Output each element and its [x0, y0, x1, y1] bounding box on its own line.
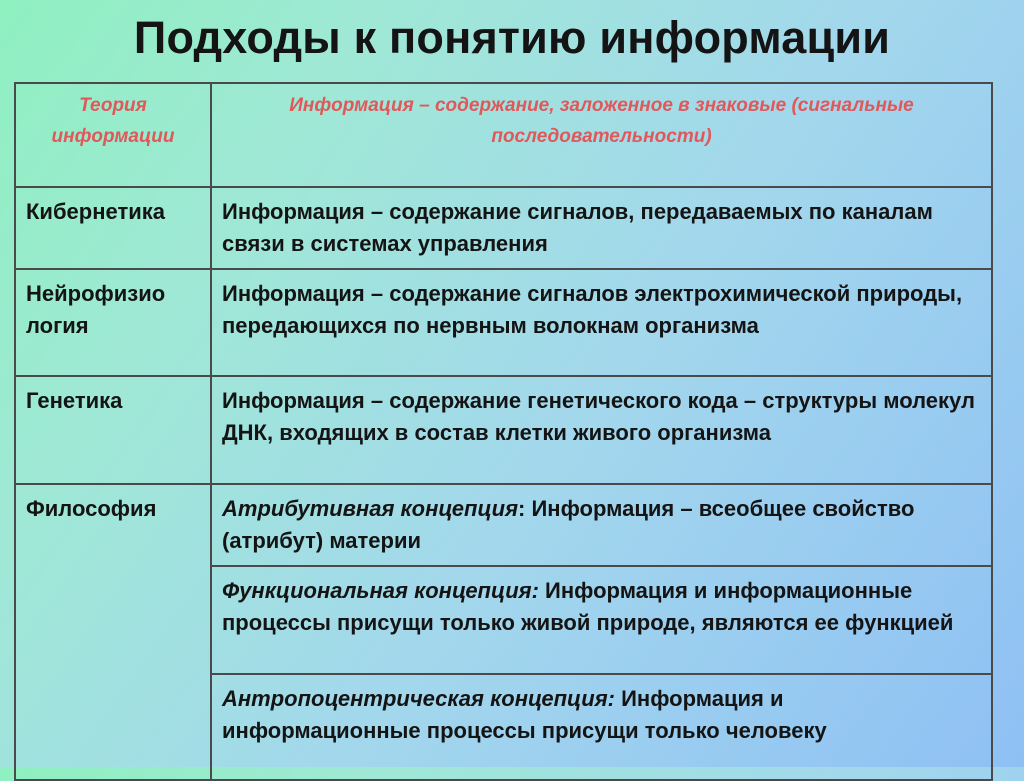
row-label: Генетика [26, 388, 123, 413]
concept-sep: : [518, 496, 526, 521]
table-row [15, 269, 992, 376]
row-label-cell [15, 187, 211, 269]
row-label-cell [15, 376, 211, 484]
concept-desc: Информация и информационные процессы присущи только живой природе, являются ее функцией [222, 578, 954, 635]
concept-name: Атрибутивная концепция [222, 496, 519, 521]
table-row [15, 376, 992, 484]
row-label-cell [15, 269, 211, 376]
row-text-cell [211, 376, 992, 484]
table-header-row [15, 83, 992, 187]
concept-cell [211, 484, 992, 566]
concept-text [212, 675, 991, 755]
row-text-cell [211, 187, 992, 269]
row-text: Информация – содержание генетического кода – структуры молекул ДНК, входящих в состав клетки живого организма [222, 388, 975, 445]
header-theory-label: Теория информации [51, 95, 175, 147]
concept-desc: Информация и информационные процессы присущи только человеку [222, 686, 827, 743]
table-row [15, 187, 992, 269]
concept-name: Антропоцентрическая концепция: [222, 686, 615, 711]
concept-name: Функциональная концепция: [222, 578, 539, 603]
concept-desc: Информация – всеобщее свойство (атрибут) материи [222, 496, 915, 553]
concept-text [212, 567, 991, 647]
row-text: Информация – содержание сигналов электрохимической природы, передающихся по нервным волокнам организма [222, 281, 963, 338]
philosophy-label-cell [15, 484, 211, 780]
concept-text [212, 485, 991, 565]
row-text-cell [211, 269, 992, 376]
row-label: Кибернетика [26, 199, 165, 224]
header-definition-label: Информация – содержание, заложенное в знаковые (сигнальные последовательности) [289, 95, 914, 147]
table-row [15, 484, 992, 566]
philosophy-label: Философия [26, 496, 157, 521]
concept-cell [211, 674, 992, 780]
concept-cell [211, 566, 992, 674]
row-label: Нейрофизио логия [26, 281, 166, 338]
approaches-table [14, 82, 993, 781]
header-cell-definition [211, 83, 992, 187]
header-cell-theory [15, 83, 211, 187]
page-title: Подходы к понятию информации [133, 12, 891, 63]
row-text: Информация – содержание сигналов, передаваемых по каналам связи в системах управления [222, 199, 933, 256]
